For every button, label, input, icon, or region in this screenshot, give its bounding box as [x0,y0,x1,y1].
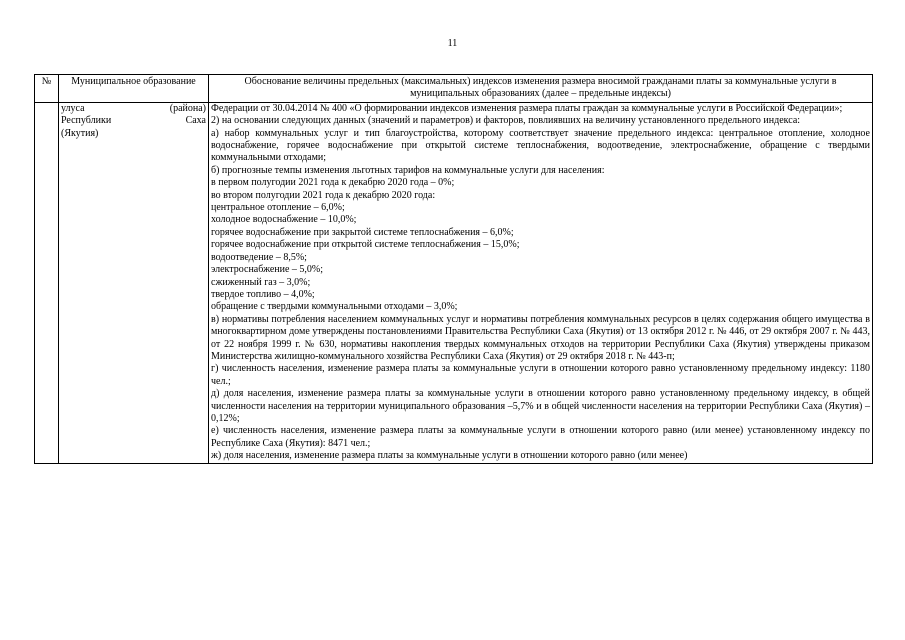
paragraph: сжиженный газ – 3,0%; [211,276,311,288]
row-number-cell [35,102,59,463]
municipality-line [61,115,206,127]
paragraph: 2) на основании следующих данных (значений и параметров) и факторов, повлиявших на величину установленного предельного индекса: [211,115,801,127]
paragraph: электроснабжение – 5,0%; [211,264,324,276]
paragraph: ж) доля населения, изменение размера платы за коммунальные услуги в отношении которого равно (или менее) [211,450,688,462]
municipality-word: (района) [169,102,206,114]
paragraph: горячее водоснабжение при закрытой системе теплоснабжения – 6,0%; [211,226,514,238]
municipality-word: Республики [61,115,112,127]
municipality-word: улуса [61,102,85,114]
table-header-row [35,75,873,103]
paragraph: во втором полугодии 2021 года к декабрю 2020 года: [211,189,436,201]
paragraph: е) численность населения, изменение размера платы за коммунальные услуги в отношении которого равно (или менее) установленному индексу по Республике Саха (Якутия): 8471 чел.; [211,425,870,449]
header-municipality: Муниципальное образование [59,75,209,103]
paragraph: водоотведение – 8,5%; [211,251,307,263]
paragraph: г) численность населения, изменение размера платы за коммунальные услуги в отношении которого равно установленному предельному индексу: 1180 чел.; [211,363,870,387]
header-number: № [35,75,59,103]
paragraph: а) набор коммунальных услуг и тип благоустройства, которому соответствует значение предельного индекса: центральное отопление, холодное водоснабжение, горячее водоснабжение при открытой системе теплоснабжения, водоотведение, электроснабжение, обращение с твердыми коммунальными отходами; [211,127,870,164]
municipality-word: Саха [185,115,206,127]
municipality-cell [59,102,209,463]
paragraph: д) доля населения, изменение размера платы за коммунальные услуги в отношении которого равно установленному предельному индексу, в общей численности населения на территории муниципального образования –5,7% и в общей численности населения на территории Республики Саха (Якутия) – 0,12%; [211,388,870,424]
paragraph: центральное отопление – 6,0%; [211,202,345,214]
paragraph: в) нормативы потребления населением коммунальных услуг и нормативы потребления коммунальных ресурсов в целях содержания общего имущества в многоквартирном доме утверждены постановлениями Правительства Республики Саха (Якутия) от 13 октября 2012 г. № 446, от 29 октября 2007 г. № 443, от 22 ноября 1999 г. № 630, нормативы накопления твердых коммунальных отходов на территории Республики Саха (Якутия) утверждены приказом Министерства жилищно-коммунального хозяйства Республики Саха (Якутия) от 29 октября 2018 г. № 443-п; [211,313,870,362]
indices-table [34,74,873,464]
paragraph: б) прогнозные темпы изменения льготных тарифов на коммунальные услуги для населения: [211,164,605,176]
paragraph: обращение с твердыми коммунальными отходами – 3,0%; [211,301,458,313]
header-justification: Обоснование величины предельных (максимальных) индексов изменения размера вносимой гражданами платы за коммунальные услуги в муниципальных образованиях (далее – предельные индексы) [209,75,873,103]
justification-cell [209,102,873,463]
municipality-word: (Якутия) [61,127,99,139]
page-number: 11 [447,38,458,49]
paragraph: холодное водоснабжение – 10,0%; [211,214,357,226]
municipality-line [61,128,206,140]
municipality-line [61,103,206,115]
paragraph: горячее водоснабжение при открытой системе теплоснабжения – 15,0%; [211,239,520,251]
paragraph: в первом полугодии 2021 года к декабрю 2020 года – 0%; [211,177,455,189]
paragraph: Федерации от 30.04.2014 № 400 «О формировании индексов изменения размера платы граждан за коммунальные услуги в Российской Федерации»; [211,102,843,114]
paragraph: твердое топливо – 4,0%; [211,288,315,300]
table-row [35,102,873,463]
